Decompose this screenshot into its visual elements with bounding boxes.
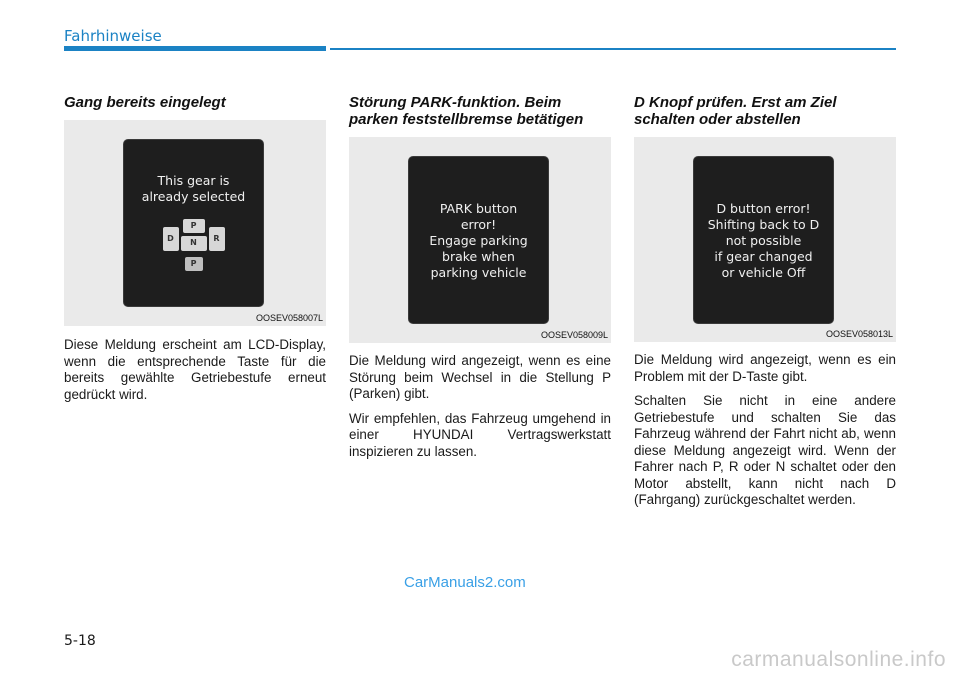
- paragraph: Schalten Sie nicht in eine andere Getriebestufe und schalten Sie das Fahrzeug während der Fahrt nicht ab, wenn diese Meldung angezeigt wird. Wenn der Fahrer nach P, R oder N schaltet oder den Motor abstellt, kann nicht nach D (Fahrgang) zurückgeschaltet werden.: [634, 393, 896, 507]
- body-text: [634, 352, 896, 509]
- column-gear-already-selected: [64, 94, 326, 411]
- figure-code: OOSEV058007L: [255, 313, 323, 323]
- paragraph: Wir empfehlen, das Fahrzeug umgehend in einer HYUNDAI Vertragswerkstatt inspizieren zu lassen.: [349, 410, 611, 459]
- lcd-screen: [124, 140, 263, 306]
- body-text: [349, 353, 611, 460]
- gear-selector-icon: [163, 219, 225, 275]
- gear-key-p: P: [183, 219, 205, 233]
- figure-code: OOSEV058009L: [540, 330, 608, 340]
- parking-button-key: P: [185, 257, 203, 271]
- footer-watermark: carmanualsonline.info: [731, 648, 946, 671]
- paragraph: Die Meldung wird angezeigt, wenn es ein Problem mit der D-Taste gibt.: [634, 352, 896, 384]
- gear-key-n: N: [181, 236, 207, 251]
- page-number: 5-18: [64, 633, 96, 649]
- lcd-screen: [409, 157, 548, 323]
- figure-display: [634, 137, 896, 342]
- header-rule-thin: [330, 48, 896, 50]
- column-heading: D Knopf prüfen. Erst am Ziel schalten oder abstellen: [634, 94, 837, 128]
- figure-display: [64, 120, 326, 326]
- figure-display: [349, 137, 611, 343]
- header-rule-thick: [64, 46, 326, 51]
- paragraph: Die Meldung wird angezeigt, wenn es eine Störung beim Wechsel in die Stellung P (Parken) gibt.: [349, 353, 611, 401]
- figure-code: OOSEV058013L: [825, 329, 893, 339]
- lcd-screen: [694, 157, 833, 323]
- column-heading: Gang bereits eingelegt: [64, 94, 226, 111]
- column-heading: Störung PARK-funktion. Beim parken feststellbremse betätigen: [349, 94, 584, 128]
- body-text: [64, 337, 326, 403]
- screen-message: D button error! Shifting back to D not possible if gear changed or vehicle Off: [707, 201, 820, 280]
- watermark-link[interactable]: CarManuals2.com: [404, 574, 526, 591]
- screen-message: PARK button error! Engage parking brake when parking vehicle: [429, 201, 528, 280]
- gear-key-r: R: [209, 227, 225, 251]
- column-park-error: [349, 94, 611, 468]
- gear-key-d: D: [163, 227, 179, 251]
- paragraph: Diese Meldung erscheint am LCD-Display, wenn die entsprechende Taste für die bereits gewählte Getriebestufe erneut gedrückt wird.: [64, 337, 326, 402]
- column-d-button-error: [634, 94, 896, 517]
- section-title: Fahrhinweise: [64, 27, 162, 45]
- screen-message: This gear is already selected: [141, 173, 246, 204]
